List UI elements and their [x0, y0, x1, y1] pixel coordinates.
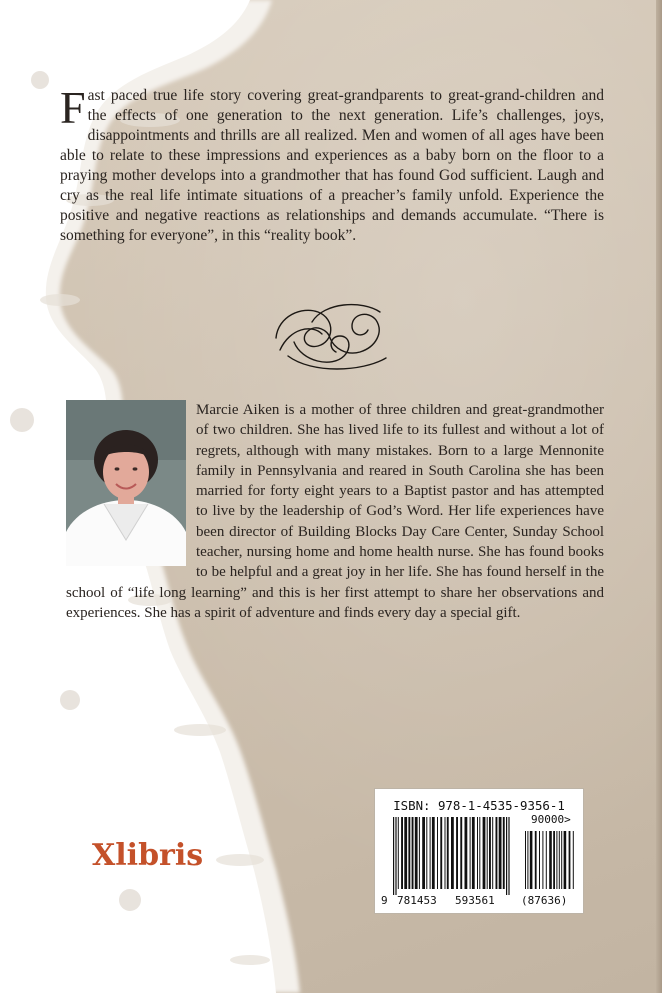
- barcode-bar: [549, 831, 552, 889]
- barcode-lead-digit: 9: [381, 894, 388, 907]
- barcode-bar: [456, 817, 458, 889]
- barcode-bar: [489, 817, 491, 889]
- barcode-bar: [527, 831, 528, 889]
- barcode-bar: [499, 817, 502, 889]
- barcode-addon-price: 90000>: [531, 813, 571, 826]
- barcode-bar: [525, 831, 526, 889]
- spine-edge: [656, 0, 662, 993]
- barcode-bar: [508, 817, 509, 895]
- barcode-digits-right: 593561: [455, 894, 495, 907]
- barcode-bar: [496, 817, 498, 889]
- barcode-bar: [408, 817, 410, 889]
- barcode-bar: [539, 831, 540, 889]
- barcode-bar: [559, 831, 560, 889]
- barcode-bar: [472, 817, 475, 889]
- barcode-bar: [422, 817, 425, 889]
- barcode-bar: [470, 817, 471, 889]
- barcode-bar: [564, 831, 567, 889]
- barcode-bar: [479, 817, 480, 889]
- barcode-bar: [432, 817, 435, 889]
- barcode-addon-code: (87636): [521, 894, 568, 907]
- barcode-bar: [404, 817, 407, 889]
- barcode-bar: [530, 831, 533, 889]
- isbn-label: ISBN: 978-1-4535-9356-1: [393, 798, 565, 813]
- author-bio-text: Marcie Aiken is a mother of three children and great-grandmother of two children. She has lived life to its fullest and without a lot of regrets, although with many mistakes. Born to a large Mennonite family in Pennsylvania and reared in South Carolina she has been married for forty eight years to a Baptist pastor and has attempted to live by the leadership of God’s Word. Her life experiences have been director of Building Blocks Day Care Center, Sunday School teacher, nursing home and home health nurse. She has found books to be helpful and a great joy in her life. She has found herself in the school of “life long learning” and this is her first attempt to share her observations and experiences. She has a spirit of adventure and finds every day a special gift.: [66, 402, 604, 621]
- barcode-bar: [556, 831, 557, 889]
- barcode-bar: [401, 817, 403, 889]
- barcode-bar: [546, 831, 547, 889]
- barcode-bar: [561, 831, 562, 889]
- barcode-digits-left: 781453: [397, 894, 437, 907]
- barcode-bar: [573, 831, 574, 889]
- barcode-bar: [415, 817, 418, 889]
- barcode-bar: [535, 831, 537, 889]
- barcode-bar: [451, 817, 454, 889]
- author-bio: [66, 400, 604, 623]
- barcode-bar: [430, 817, 431, 889]
- barcode-bar: [492, 817, 493, 889]
- barcode-bar: [437, 817, 438, 889]
- barcode-bar: [553, 831, 555, 889]
- barcode-bar: [445, 817, 446, 889]
- book-description-text: ast paced true life story covering great-grandparents to great-grand-children and the effects of one generation to the next generation. Life’s challenges, joys, disappointments and thrills are all realized. Men and women of all ages have been able to relate to these impressions and experiences as a baby born on the floor to a praying mother develops into a grandmother that has found God sufficient. Laugh and cry as the real life intimate situations of a preacher’s family unfold. Experience the positive and negative reactions as relationships and demands accumulate. “There is something for everyone”, in this “reality book”.: [60, 87, 604, 244]
- flourish-ornament-icon: [272, 298, 390, 376]
- barcode-bar: [447, 817, 449, 889]
- barcode-bar: [460, 817, 462, 889]
- barcode-bar: [393, 817, 394, 895]
- barcode-bar: [506, 817, 507, 895]
- isbn-barcode: [374, 788, 584, 914]
- barcode-bar: [395, 817, 396, 895]
- drop-cap: F: [60, 82, 86, 133]
- book-description: [60, 82, 604, 246]
- barcode-bar: [440, 817, 442, 889]
- barcode-bar: [487, 817, 488, 889]
- barcode-bar: [465, 817, 468, 889]
- barcode-bar: [419, 817, 420, 889]
- photo-spacer: [66, 400, 186, 568]
- barcode-bar: [569, 831, 571, 889]
- barcode-bar: [398, 817, 399, 889]
- barcode-bar: [426, 817, 427, 889]
- barcode-bar: [542, 831, 543, 889]
- xlibris-logo: Xlibris: [92, 838, 204, 873]
- barcode-bar: [503, 817, 505, 889]
- barcode-bar: [477, 817, 478, 889]
- barcode-bar: [483, 817, 486, 889]
- barcode-bar: [412, 817, 414, 889]
